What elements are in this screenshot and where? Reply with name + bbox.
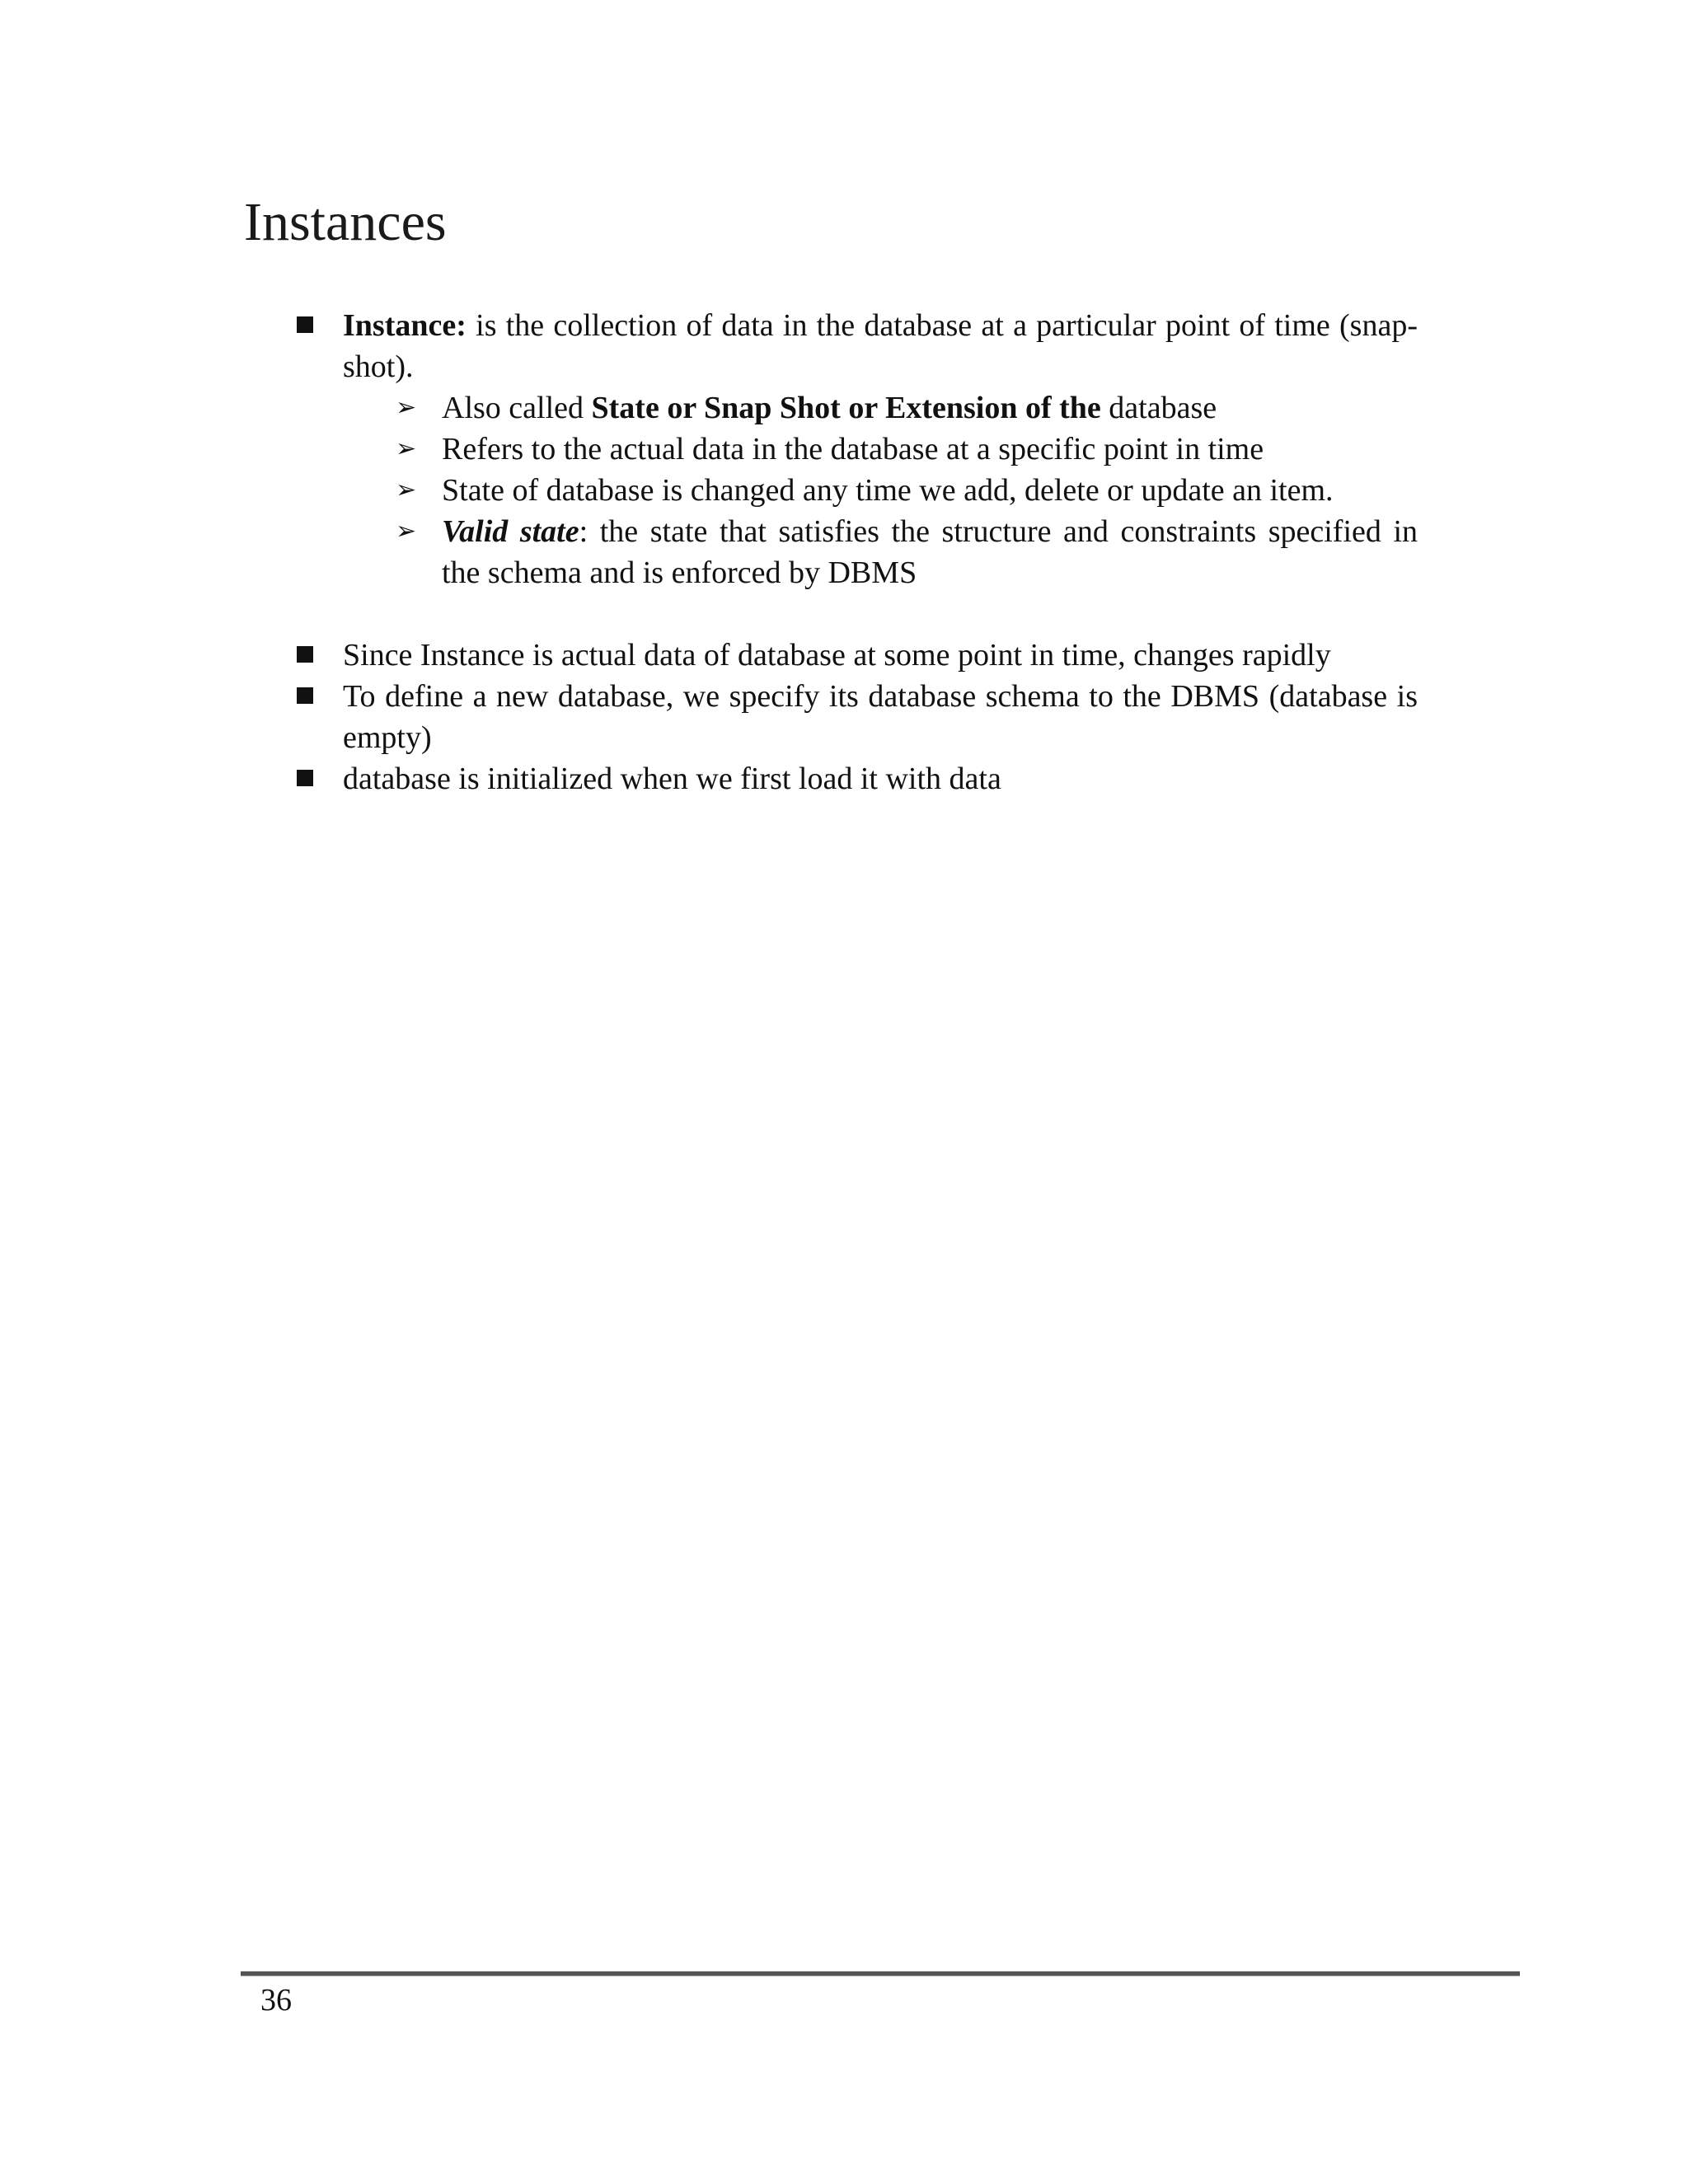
sub-item-state-changed [394,470,1418,511]
define-text: To define a new database, we specify its database schema to the DBMS (database is empty) [343,679,1418,755]
refers-text: Refers to the actual data in the database at a specific point in time [442,432,1264,466]
filled-square-icon [297,316,313,333]
instance-definition: is the collection of data in the database at a particular point of time (snap-shot). [343,308,1418,384]
sub-item-valid-state [394,511,1418,593]
since-text: Since Instance is actual data of database at some point in time, changes rapidly [343,638,1331,673]
also-called-prefix: Also called [442,391,592,425]
instance-paragraph [343,308,1418,384]
arrowhead-icon: ➢ [396,517,417,546]
page-title: Instances [244,192,447,252]
filled-square-icon [297,687,313,704]
footer-divider [241,1971,1520,1976]
sub-item-refers [394,429,1418,470]
sub-item-also-called [394,387,1418,429]
instance-term: Instance: [343,308,467,343]
valid-state-term: Valid state [442,514,579,549]
arrowhead-icon: ➢ [396,393,417,422]
list-item-since [297,635,1418,676]
also-called-suffix: database [1100,391,1217,425]
list-item-instance [297,305,1418,593]
filled-square-icon [297,646,313,663]
arrowhead-icon: ➢ [396,434,417,463]
valid-state-text: : the state that satisfies the structure and constraints specified in the schema and is enforced by DBMS [442,514,1418,590]
page-number: 36 [260,1983,292,2018]
list-item-initialized [297,758,1418,799]
list-item-define [297,676,1418,758]
arrowhead-icon: ➢ [396,476,417,504]
initialized-text: database is initialized when we first load it with data [343,762,1001,796]
also-called-bold: State or Snap Shot or Extension of the [591,391,1101,425]
state-changed-text: State of database is changed any time we add, delete or update an item. [442,473,1334,508]
instance-sub-list [343,387,1418,593]
filled-square-icon [297,770,313,786]
main-bullet-list [297,305,1418,799]
